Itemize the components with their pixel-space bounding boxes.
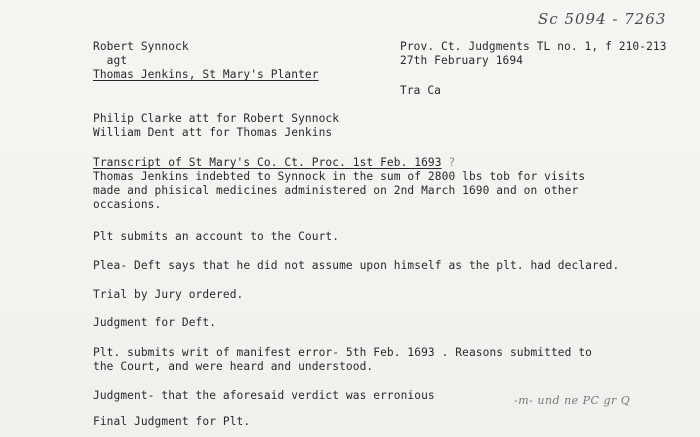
transcript-line: Thomas Jenkins indebted to Synnock in the sum of 2800 lbs tob for visits	[93, 170, 586, 183]
final-judgment: Final Judgment for Plt.	[93, 415, 251, 428]
plaintiff-name: Robert Synnock	[93, 40, 189, 53]
judgment-erroneous: Judgment- that the aforesaid verdict was erronious	[93, 389, 435, 402]
trial-paragraph: Trial by Jury ordered.	[93, 288, 244, 301]
writ-line: the Court, and were heard and understood.	[93, 360, 374, 373]
transcript-line: made and phisical medicines administered on 2nd March 1690 and on other	[93, 184, 579, 197]
transcript-title: Transcript of St Mary's Co. Ct. Proc. 1st Feb. 1693 ?	[93, 156, 456, 169]
query-mark: ?	[448, 156, 456, 169]
plea-paragraph: Plea- Deft says that he did not assume upon himself as the plt. had declared.	[93, 259, 620, 272]
handwritten-reference: Sc 5094 - 7263	[538, 10, 667, 28]
versus-label: agt	[106, 54, 128, 67]
plaintiff-attorney: Philip Clarke att for Robert Synnock	[93, 112, 340, 125]
transcript-line: occasions.	[93, 198, 162, 211]
defendant-attorney: William Dent att for Thomas Jenkins	[93, 126, 333, 139]
writ-line: Plt. submits writ of manifest error- 5th Feb. 1693 . Reasons submitted to	[93, 346, 592, 359]
case-date: 27th February 1694	[400, 54, 524, 67]
judgment-deft-paragraph: Judgment for Deft.	[93, 316, 217, 329]
defendant-name: Thomas Jenkins, St Mary's Planter	[93, 68, 319, 81]
court-reference: Prov. Ct. Judgments TL no. 1, f 210-213	[400, 40, 667, 53]
account-paragraph: Plt submits an account to the Court.	[93, 230, 340, 243]
action-type: Tra Ca	[400, 84, 442, 97]
handwritten-note: -m- und ne PC gr Q	[514, 394, 631, 407]
